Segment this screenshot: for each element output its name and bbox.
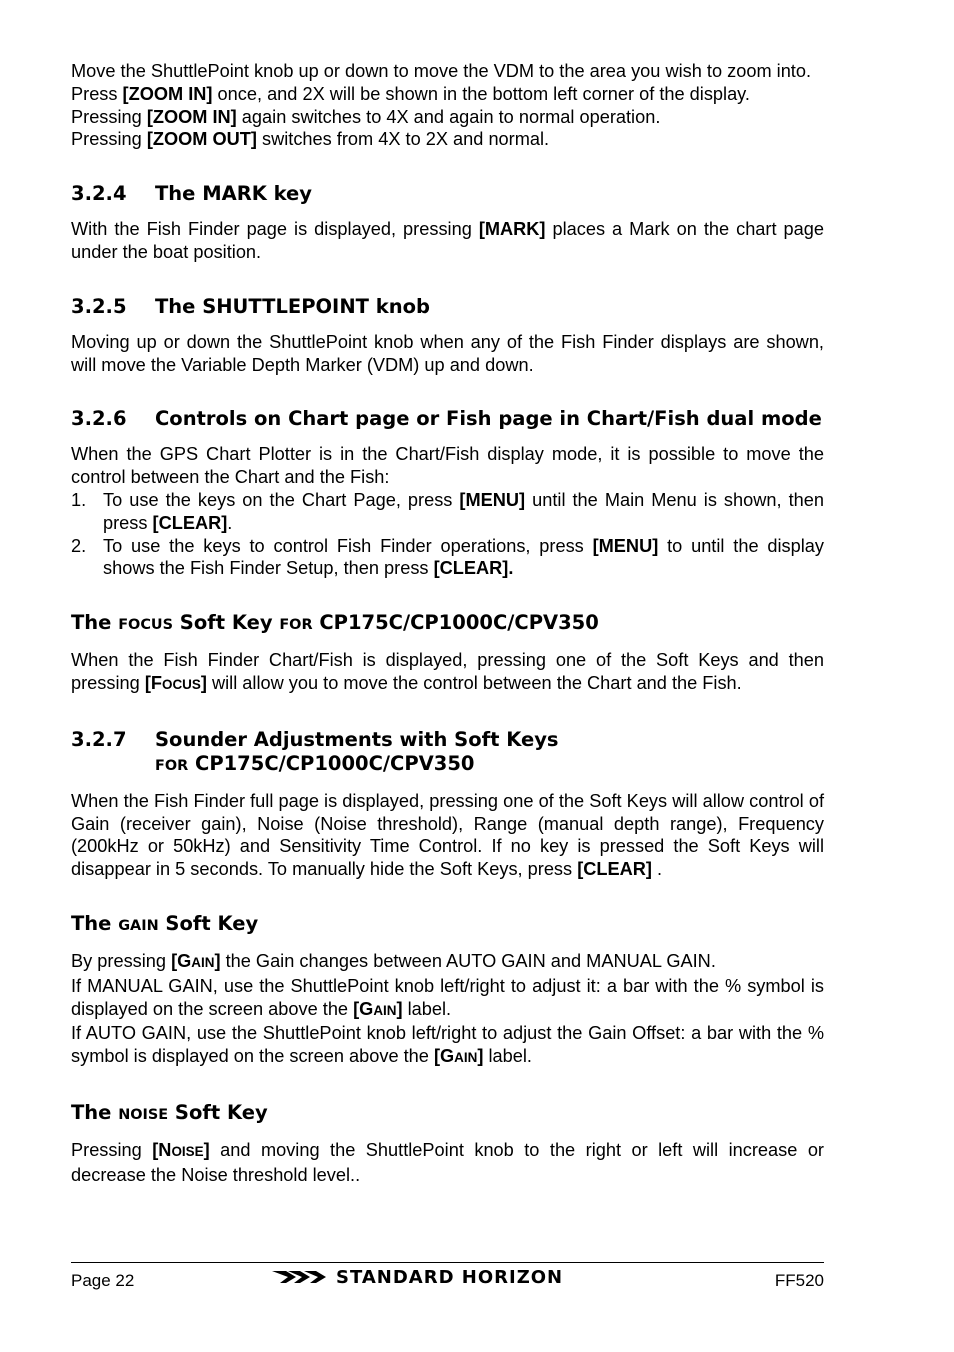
intro-line-3: Pressing [ZOOM IN] again switches to 4X and again to normal operation. — [71, 106, 661, 127]
standard-horizon-logo-icon — [272, 1269, 328, 1285]
heading-3-2-6: 3.2.6 Controls on Chart page or Fish page in Chart/Fish dual mode — [71, 407, 822, 431]
footer-page-number: Page 22 — [71, 1271, 135, 1290]
footer-model: FF520 — [774, 1271, 824, 1290]
noise-paragraph: Pressing [NOISE] and moving the ShuttlePoint knob to the right or left will increase or decrease the Noise threshold level.. — [71, 1139, 824, 1185]
heading-3-2-5: 3.2.5 The SHUTTLEPOINT knob — [71, 294, 430, 318]
mark-key-paragraph: With the Fish Finder page is displayed, pressing [MARK] places a Mark on the chart page under the boat position. — [71, 219, 824, 262]
intro-line-4: Pressing [ZOOM OUT] switches from 4X to 2X and normal. — [71, 129, 550, 150]
list-item: 1. To use the keys on the Chart Page, press [MENU] until the Main Menu is shown, then press [CLEAR]. — [71, 489, 824, 533]
focus-paragraph: When the Fish Finder Chart/Fish is displayed, pressing one of the Soft Keys and then pressing [FOCUS] will allow you to move the control between the Chart and the Fish. — [71, 650, 824, 693]
gain-line-3: If AUTO GAIN, use the ShuttlePoint knob left/right to adjust the Gain Offset: a bar with the % symbol is displayed on the screen above the [GAIN] label. — [71, 1023, 824, 1067]
sounder-paragraph: When the Fish Finder full page is displayed, pressing one of the Soft Keys will allow control of Gain (receiver gain), Noise (Noise threshold), Range (manual depth range), Frequency (200kHz or 50kHz) and Sensitivity Time Control. If no key is pressed the Soft Keys will disappear in 5 seconds. To manually hide the Soft Keys, press [CLEAR] . — [71, 790, 824, 880]
heading-noise-soft-key: The NOISE Soft Key — [71, 1100, 268, 1124]
list-item: 2. To use the keys to control Fish Finder operations, press [MENU] to until the display shows the Fish Finder Setup, then press [CLEAR]. — [71, 535, 824, 579]
page-content — [71, 60, 824, 1187]
dual-mode-paragraph: When the GPS Chart Plotter is in the Chart/Fish display mode, it is possible to move the control between the Chart and the Fish: — [71, 444, 824, 488]
dual-mode-list — [71, 489, 824, 580]
heading-3-2-7-models: FOR CP175C/CP1000C/CPV350 — [155, 751, 475, 775]
intro-line-2: Press [ZOOM IN] once, and 2X will be shown in the bottom left corner of the display. — [71, 83, 750, 104]
gain-block — [71, 950, 824, 1070]
footer-brand: STANDARD HORIZON — [336, 1266, 564, 1288]
intro-block — [71, 60, 824, 151]
footer-logo — [272, 1266, 563, 1288]
gain-line-2: If MANUAL GAIN, use the ShuttlePoint knob left/right to adjust it: a bar with the % symbol is displayed on the screen above the [GAIN] label. — [71, 975, 824, 1019]
footer-divider — [71, 1262, 824, 1263]
heading-gain-soft-key: The GAIN Soft Key — [71, 911, 259, 935]
heading-3-2-4: 3.2.4 The MARK key — [71, 182, 312, 206]
gain-line-1: By pressing [GAIN] the Gain changes between AUTO GAIN and MANUAL GAIN. — [71, 950, 716, 971]
heading-focus-soft-key: The FOCUS Soft Key FOR CP175C/CP1000C/CPV350 — [71, 611, 599, 635]
heading-3-2-7: 3.2.7 Sounder Adjustments with Soft Keys — [71, 727, 559, 751]
intro-line-1: Move the ShuttlePoint knob up or down to move the VDM to the area you wish to zoom into. — [71, 61, 812, 81]
shuttlepoint-paragraph: Moving up or down the ShuttlePoint knob when any of the Fish Finder displays are shown, will move the Variable Depth Marker (VDM) up and down. — [71, 331, 824, 375]
